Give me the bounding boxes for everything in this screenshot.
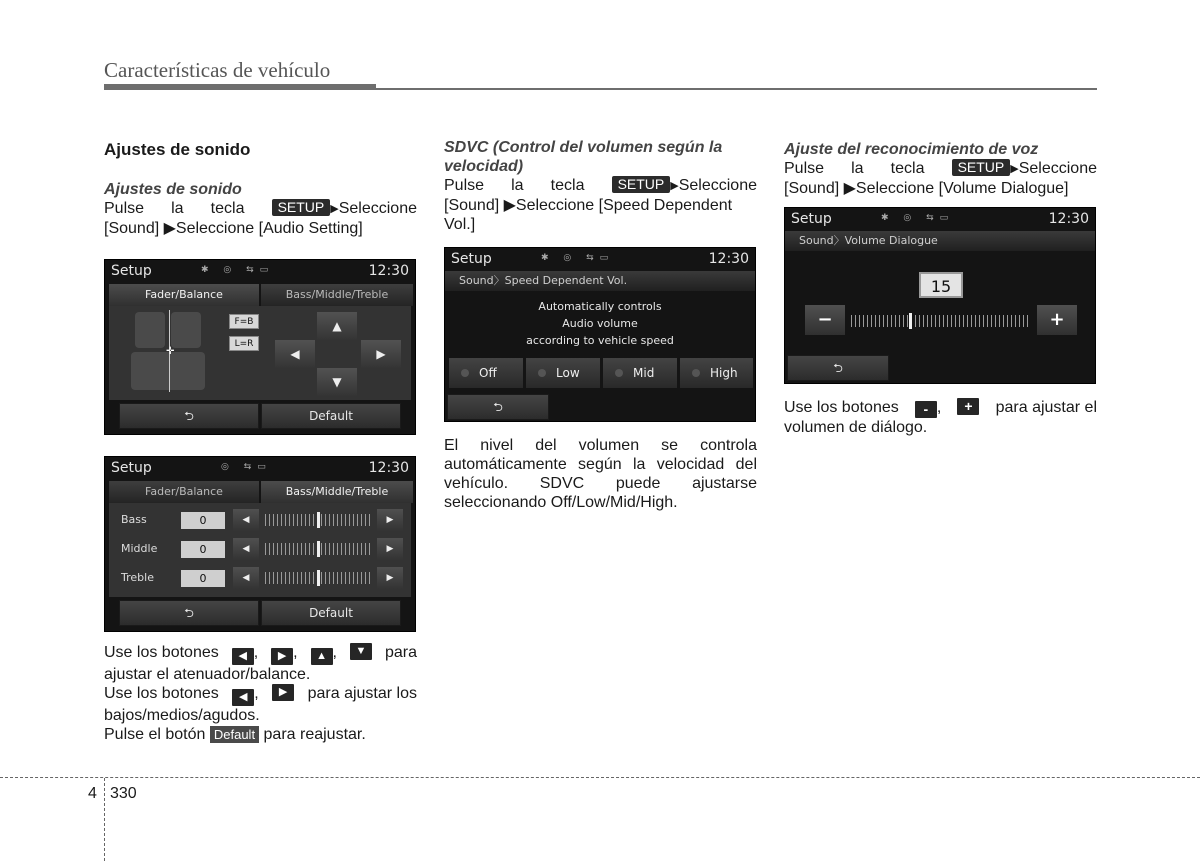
setup-key: SETUP [612, 176, 671, 193]
tab-bass-middle-treble[interactable]: Bass/Middle/Treble [261, 284, 413, 306]
intro-line-1: Pulse la tecla SETUP ▶Seleccione [444, 176, 757, 194]
crosshair-icon[interactable]: ✛ [166, 346, 175, 357]
column-audio-setting [104, 140, 417, 238]
tab-fader-balance[interactable]: Fader/Balance [109, 481, 259, 503]
middle-value: 0 [181, 541, 225, 558]
column-audio-setting-notes [104, 643, 417, 744]
clock: 12:30 [1048, 211, 1089, 227]
footer-divider [104, 778, 105, 861]
balance-status-label: L=R [229, 336, 259, 351]
status-icons: ✱ ◎ ⇆▭ [201, 265, 275, 275]
fader-status-label: F=B [229, 314, 259, 329]
default-button[interactable]: Default [261, 403, 401, 429]
treble-value: 0 [181, 570, 225, 587]
up-arrow-key-icon: ▲ [311, 648, 333, 665]
screen-fader-balance [104, 259, 416, 435]
desc2-line-1: Use los botones ◀ , ▶ para ajustar los [104, 684, 417, 706]
intro-line-2: [Sound] ▶Seleccione [Volume Dialogue] [784, 180, 1069, 197]
option-low-button[interactable]: Low [526, 358, 600, 388]
breadcrumb: Sound〉Volume Dialogue [785, 231, 1095, 251]
intro-line-1: Pulse la tecla SETUP ▶Seleccione [104, 199, 417, 217]
arrow-left-button[interactable]: ◀ [275, 340, 315, 368]
treble-left-button[interactable]: ◀ [233, 567, 259, 589]
down-arrow-key-icon: ▼ [350, 643, 372, 660]
middle-slider-knob[interactable] [317, 541, 320, 557]
volume-dialogue-notes [784, 398, 1097, 437]
clock: 12:30 [708, 251, 749, 267]
seat-front-right-icon [171, 312, 201, 348]
volume-plus-button[interactable]: + [1037, 305, 1077, 335]
desc2-line-2: bajos/medios/agudos. [104, 707, 260, 724]
left-arrow-key-icon: ◀ [232, 689, 254, 706]
arrow-down-button[interactable]: ▼ [317, 368, 357, 396]
status-icons: ✱ ◎ ⇆▭ [541, 253, 615, 263]
chapter-number: 4 [88, 785, 97, 802]
back-button[interactable]: ⮌ [119, 403, 259, 429]
screen-speed-dependent-vol [444, 247, 756, 422]
option-high-button[interactable]: High [680, 358, 753, 388]
fader-panel [109, 306, 411, 400]
seat-rear-icon [131, 352, 205, 390]
screen-title: Setup [451, 251, 492, 267]
header-rule [376, 88, 1097, 90]
desc-line-1: Use los botones - , + para ajustar el [784, 398, 1097, 417]
footer-rule [0, 777, 1200, 778]
back-button[interactable]: ⮌ [447, 394, 549, 420]
tab-bass-middle-treble[interactable]: Bass/Middle/Treble [261, 481, 413, 503]
intro-line-2: [Sound] ▶Seleccione [Speed Dependent [444, 197, 733, 214]
setup-key: SETUP [952, 159, 1011, 176]
clock: 12:30 [368, 460, 409, 476]
screen-title: Setup [111, 263, 152, 279]
setup-key: SETUP [272, 199, 331, 216]
desc3-line: Pulse el botón Default para reajustar. [104, 726, 366, 743]
sdvc-options [449, 358, 751, 388]
option-off-button[interactable]: Off [449, 358, 523, 388]
arrow-up-button[interactable]: ▲ [317, 312, 357, 340]
intro-line-3: Vol.] [444, 216, 476, 233]
middle-label: Middle [121, 542, 158, 555]
column-sdvc [444, 138, 757, 234]
bass-slider-knob[interactable] [317, 512, 320, 528]
subsection-title: Ajustes de sonido [104, 181, 242, 198]
subsection-title: Ajuste del reconocimiento de voz [784, 141, 1039, 158]
header-bar [104, 84, 376, 90]
subsection-title: SDVC (Control del volumen según la velocidad) [444, 139, 723, 175]
seat-front-left-icon [135, 312, 165, 348]
treble-slider-knob[interactable] [317, 570, 320, 586]
page-number: 330 [110, 785, 137, 802]
right-arrow-key-icon: ▶ [271, 648, 293, 665]
desc1-line-1: Use los botones ◀ , ▶ , ▲ , ▼ para [104, 643, 417, 665]
column-volume-dialogue [784, 140, 1097, 198]
bass-value: 0 [181, 512, 225, 529]
intro-line-2: [Sound] ▶Seleccione [Audio Setting] [104, 220, 363, 237]
bass-left-button[interactable]: ◀ [233, 509, 259, 531]
bass-right-button[interactable]: ▶ [377, 509, 403, 531]
tone-panel [109, 503, 411, 597]
section-title: Ajustes de sonido [104, 140, 251, 159]
right-arrow-key-icon: ▶ [272, 684, 294, 701]
screen-title: Setup [111, 460, 152, 476]
middle-left-button[interactable]: ◀ [233, 538, 259, 560]
breadcrumb: Sound〉Speed Dependent Vol. [445, 271, 755, 291]
middle-right-button[interactable]: ▶ [377, 538, 403, 560]
back-button[interactable]: ⮌ [787, 355, 889, 381]
sdvc-description: El nivel del volumen se controla automáticamente según la velocidad del vehículo. SDVC puede ajustarse seleccionando Off/Low/Mid/High. [444, 437, 757, 511]
option-mid-button[interactable]: Mid [603, 358, 677, 388]
arrow-right-button[interactable]: ▶ [361, 340, 401, 368]
default-button[interactable]: Default [261, 600, 401, 626]
page-header-title: Características de vehículo [104, 58, 331, 82]
sdvc-message: Automatically controls Audio volume according to vehicle speed [526, 300, 674, 347]
plus-key-icon: + [957, 398, 979, 415]
clock: 12:30 [368, 263, 409, 279]
desc1-line-2: ajustar el atenuador/balance. [104, 666, 311, 683]
tab-fader-balance[interactable]: Fader/Balance [109, 284, 259, 306]
back-button[interactable]: ⮌ [119, 600, 259, 626]
treble-label: Treble [121, 571, 154, 584]
screen-bass-middle-treble [104, 456, 416, 632]
bass-label: Bass [121, 513, 147, 526]
volume-minus-button[interactable]: − [805, 305, 845, 335]
volume-slider[interactable] [851, 315, 1031, 327]
status-icons: ◎ ⇆▭ [221, 462, 272, 472]
desc-line-2: volumen de diálogo. [784, 419, 928, 436]
intro-line-1: Pulse la tecla SETUP ▶Seleccione [784, 159, 1097, 177]
left-arrow-key-icon: ◀ [232, 648, 254, 665]
volume-slider-knob[interactable] [909, 313, 912, 329]
volume-value: 15 [919, 272, 963, 298]
minus-key-icon: - [915, 401, 937, 418]
screen-title: Setup [791, 211, 832, 227]
default-key: Default [210, 726, 259, 743]
screen-volume-dialogue [784, 207, 1096, 384]
treble-right-button[interactable]: ▶ [377, 567, 403, 589]
status-icons: ✱ ◎ ⇆▭ [881, 213, 955, 223]
